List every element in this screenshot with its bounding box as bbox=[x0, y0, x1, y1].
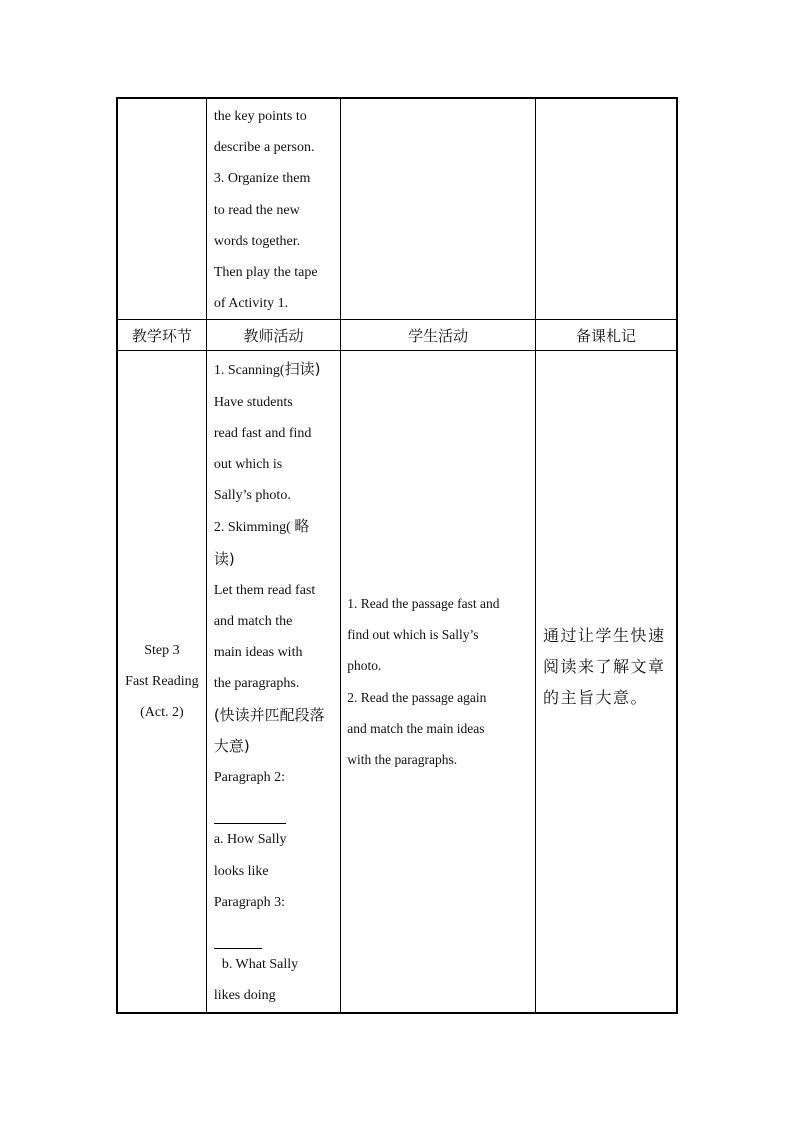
teacher-line: 读) bbox=[213, 549, 235, 568]
student-line: find out which is Sally’s bbox=[347, 627, 479, 643]
teacher-line: 大意) bbox=[213, 736, 250, 755]
step-cell-empty bbox=[117, 98, 206, 320]
table-header-row bbox=[117, 320, 677, 351]
teacher-line: the paragraphs. bbox=[213, 676, 300, 692]
teacher-line: to read the new bbox=[213, 202, 300, 218]
teacher-line: Paragraph 2: bbox=[213, 770, 285, 786]
header-teaching-stage: 教学环节 bbox=[117, 320, 206, 351]
teacher-line: looks like bbox=[213, 863, 269, 879]
teacher-line: likes doing bbox=[213, 988, 276, 1004]
step-title: Fast Reading bbox=[125, 674, 199, 690]
answer-blank-line bbox=[214, 793, 336, 824]
teacher-line: and match the bbox=[213, 614, 293, 630]
notes-line: 阅读来了解文章 bbox=[542, 657, 666, 677]
teacher-line: the key points to bbox=[213, 109, 307, 124]
header-teacher-activity: 教师活动 bbox=[206, 320, 340, 351]
teacher-line: Paragraph 3: bbox=[213, 894, 285, 910]
teacher-line: b. What Sally bbox=[221, 957, 299, 973]
student-line: 2. Read the passage again bbox=[347, 689, 487, 705]
teacher-line: Have students bbox=[213, 394, 293, 410]
notes-cell-empty bbox=[535, 98, 677, 320]
teacher-line: (快读并匹配段落 bbox=[213, 705, 325, 724]
teacher-activity-cell bbox=[206, 351, 340, 1013]
answer-blank bbox=[214, 930, 262, 949]
student-line: with the paragraphs. bbox=[347, 751, 458, 767]
student-activity-cell bbox=[341, 351, 536, 1013]
step-activity-ref: (Act. 2) bbox=[140, 705, 184, 721]
notes-line: 的主旨大意。 bbox=[542, 688, 648, 708]
notes-cell bbox=[535, 351, 677, 1013]
step-label-cell bbox=[117, 351, 206, 1013]
student-line: and match the main ideas bbox=[347, 720, 485, 736]
lesson-plan-table bbox=[116, 97, 678, 1014]
step-3-row bbox=[117, 351, 677, 1013]
teacher-line: main ideas with bbox=[213, 645, 303, 661]
header-lesson-notes: 备课札记 bbox=[535, 320, 677, 351]
student-activity-cell-empty bbox=[341, 98, 536, 320]
teacher-line: a. How Sally bbox=[213, 832, 287, 848]
teacher-line: 3. Organize them bbox=[213, 171, 311, 187]
notes-line: 通过让学生快速 bbox=[542, 626, 666, 646]
teacher-line: out which is bbox=[213, 457, 283, 473]
continuation-row bbox=[117, 98, 677, 320]
teacher-line: Sally’s photo. bbox=[213, 488, 291, 504]
student-line: photo. bbox=[347, 658, 382, 674]
header-student-activity: 学生活动 bbox=[341, 320, 536, 351]
teacher-line: 1. Scanning(扫读) bbox=[213, 360, 321, 379]
teacher-line: 2. Skimming( 略 bbox=[213, 517, 310, 536]
teacher-line: words together. bbox=[213, 233, 301, 249]
student-line: 1. Read the passage fast and bbox=[347, 595, 500, 611]
answer-blank-line bbox=[214, 918, 336, 949]
teacher-line: of Activity 1. bbox=[213, 296, 289, 312]
step-number: Step 3 bbox=[144, 643, 180, 659]
teacher-line: Let them read fast bbox=[213, 582, 316, 598]
teacher-line: describe a person. bbox=[213, 140, 315, 156]
teacher-line: Then play the tape bbox=[213, 265, 318, 281]
teacher-activity-cell bbox=[206, 98, 340, 320]
answer-blank bbox=[214, 805, 286, 824]
teacher-line: read fast and find bbox=[213, 425, 312, 441]
